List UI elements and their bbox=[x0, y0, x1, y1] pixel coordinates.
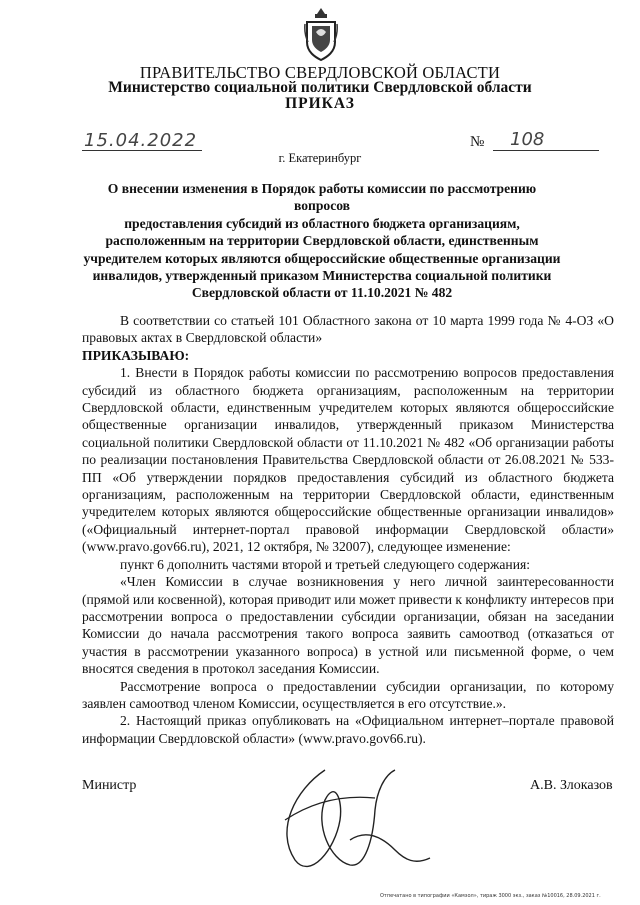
item-2: 2. Настоящий приказ опубликовать на «Официальном интернет–портале правовой информации Свердловской области» (www.pravo.gov66.ru). bbox=[82, 713, 614, 746]
title-line: учредителем которых являются общероссийские общественные организации bbox=[83, 250, 561, 266]
intro-paragraph: В соответствии со статьей 101 Областного закона от 10 марта 1999 года № 4-ОЗ «О правовых актах в Свердловской области» bbox=[82, 313, 614, 346]
quote-part-2: Рассмотрение вопроса о предоставлении субсидии организации, по которому заявлен самоотвод членом Комиссии, осуществляется в его отсутствие.». bbox=[82, 678, 614, 711]
coat-of-arms-icon bbox=[304, 6, 338, 62]
item-1: 1. Внести в Порядок работы комиссии по рассмотрению вопросов предоставления субсидий из областного бюджета организациям, расположенным на территории Свердловской области, единственным учредителем которых являются общероссийские общественные организации инвалидов, утвержденный приказом Министерства социальной политики Свердловской области от 11.10.2021 № 482 «Об организации работы по реализации постановления Правительства Свердловской области от 26.08.2021 № 533-ПП «Об утверждении порядков предоставления субсидий из областного бюджета организациям, расположенным на территории Свердловской области, единственным учредителем которых являются общероссийские общественные организации инвалидов» («Официальный интернет-портал правовой информации Свердловской области» (www.pravo.gov66.ru), 2021, 12 октября, № 32007), следующее изменение: bbox=[82, 365, 614, 555]
order-title bbox=[80, 180, 564, 302]
title-line: расположенным на территории Свердловской области, единственным bbox=[105, 233, 539, 249]
order-number: 108 bbox=[510, 129, 545, 150]
sub-point: пункт 6 дополнить частями второй и третьей следующего содержания: bbox=[120, 556, 531, 572]
handwritten-signature bbox=[255, 740, 440, 890]
quote-part-1: «Член Комиссии в случае возникновения у него личной заинтересованности (прямой или косвенной), которая приводит или может привести к конфликту интересов при рассмотрении вопроса о предоставлении субсидии организации, обязан на заседании Комиссии до начала рассмотрения такого вопроса заявить самоотвод (отказаться от участия в рассмотрении указанного вопроса) в устной или письменной форме, о чем вносятся сведения в протокол заседания Комиссии. bbox=[82, 574, 614, 677]
signer-position: Министр bbox=[82, 778, 137, 793]
print-footer: Отпечатано в типографии «Камзол», тираж 3000 экз., заказ №10016, 28.09.2021 г. bbox=[380, 893, 601, 899]
title-line: инвалидов, утвержденный приказом Министерства социальной политики bbox=[92, 268, 552, 284]
document-type: ПРИКАЗ bbox=[285, 95, 355, 112]
title-line: О внесении изменения в Порядок работы комиссии по рассмотрению вопросов bbox=[107, 181, 537, 214]
signer-name: А.В. Злоказов bbox=[530, 778, 613, 793]
number-sign: № bbox=[470, 134, 485, 150]
title-line: Свердловской области от 11.10.2021 № 482 bbox=[191, 285, 453, 301]
order-word: ПРИКАЗЫВАЮ: bbox=[82, 347, 190, 363]
city: г. Екатеринбург bbox=[278, 151, 362, 165]
title-line: предоставления субсидий из областного бюджета организациям, bbox=[124, 215, 520, 231]
order-date: 15.04.2022 bbox=[84, 130, 198, 151]
government-heading: ПРАВИТЕЛЬСТВО СВЕРДЛОВСКОЙ ОБЛАСТИ bbox=[139, 63, 501, 82]
order-body bbox=[82, 312, 614, 747]
ministry-heading: Министерство социальной политики Свердловской области bbox=[108, 79, 532, 96]
